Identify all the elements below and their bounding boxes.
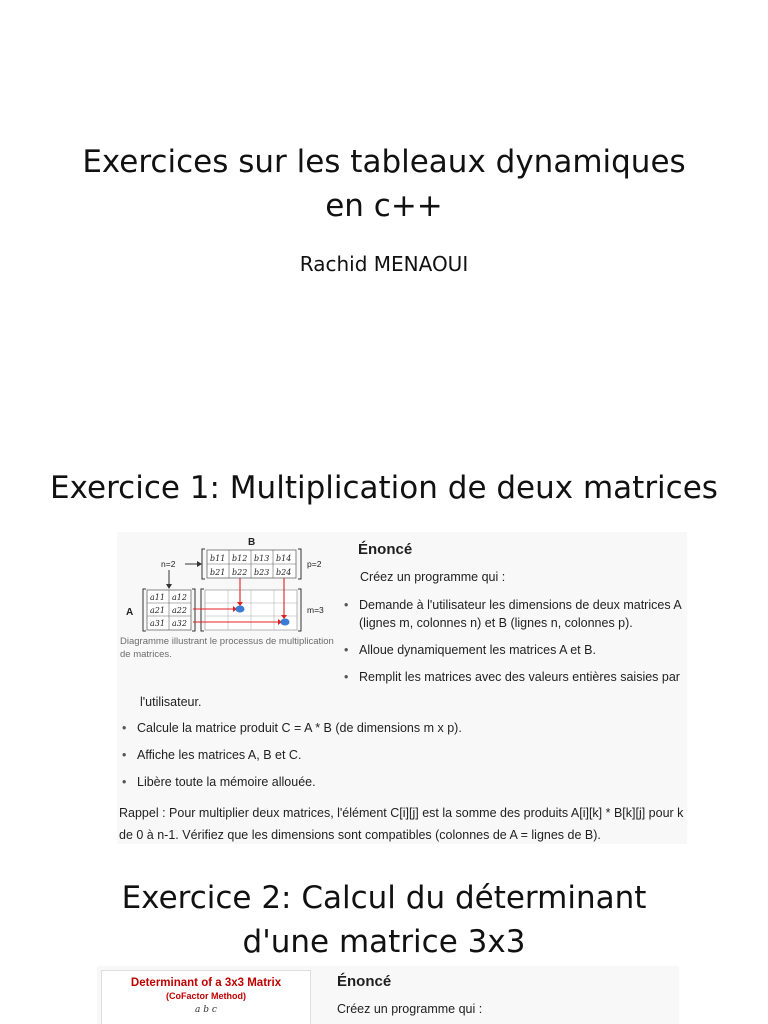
determinant-card-subtitle: (CoFactor Method) xyxy=(166,991,246,1001)
diagram-label-n: n=2 xyxy=(161,559,176,569)
exercise-2-heading: Exercice 2: Calcul du déterminant d'une matrice 3x3 xyxy=(121,880,647,960)
list-item: • Alloue dynamiquement les matrices A et B. xyxy=(341,641,681,659)
exercise-1-heading: Exercice 1: Multiplication de deux matrices xyxy=(50,470,718,506)
a-cell: a11 xyxy=(150,593,165,602)
b-cell: b13 xyxy=(254,554,270,563)
b-cell: b11 xyxy=(210,554,226,563)
a-cell: a32 xyxy=(172,619,187,628)
enonce-title-2: Énoncé xyxy=(337,973,392,990)
b-cell: b23 xyxy=(254,568,270,577)
bullet-list-bottom xyxy=(119,719,679,800)
diagram-caption: Diagramme illustrant le processus de multiplication de matrices. xyxy=(120,636,334,660)
determinant-card-matrix: a b c xyxy=(195,1005,217,1015)
enonce-intro: Créez un programme qui : xyxy=(360,570,506,584)
list-item: • Libère toute la mémoire allouée. xyxy=(119,773,679,791)
diagram-label-m: m=3 xyxy=(307,605,324,615)
b-cell: b14 xyxy=(276,554,292,563)
matrix-multiplication-diagram xyxy=(117,532,342,634)
a-cell: a21 xyxy=(150,606,165,615)
b-cell: b12 xyxy=(232,554,248,563)
a-cell: a12 xyxy=(172,593,187,602)
diagram-label-p: p=2 xyxy=(307,559,322,569)
enonce-title: Énoncé xyxy=(358,541,413,558)
diagram-label-b: B xyxy=(248,537,256,548)
list-item: • Remplit les matrices avec des valeurs entières saisies par xyxy=(341,668,681,686)
document-title: Exercices sur les tableaux dynamiques en c++ xyxy=(82,144,686,224)
enonce-intro-2: Créez un programme qui : xyxy=(337,1002,483,1016)
a-cell: a22 xyxy=(172,606,187,615)
b-cell: b21 xyxy=(210,568,226,577)
rappel-note: Rappel : Pour multiplier deux matrices, l'élément C[i][j] est la somme des produits A[i][k] * B[k][j] pour k de 0 à n-1. Vérifiez que les dimensions sont compatibles (colonnes de A = lignes de B). xyxy=(119,806,684,842)
list-item: • Demande à l'utilisateur les dimensions de deux matrices A (lignes m, colonnes n) et B (lignes n, colonnes p). xyxy=(341,596,681,632)
bullet-continuation: l'utilisateur. xyxy=(140,695,202,709)
a-cell: a31 xyxy=(150,619,165,628)
author-name: Rachid MENAOUI xyxy=(299,252,469,276)
result-dot xyxy=(236,606,245,613)
exercise-2-screenshot xyxy=(97,966,679,1024)
b-cell: b24 xyxy=(276,568,292,577)
b-cell: b22 xyxy=(232,568,248,577)
list-item: • Calcule la matrice produit C = A * B (de dimensions m x p). xyxy=(119,719,679,737)
exercise-1-screenshot xyxy=(117,532,687,844)
result-dot xyxy=(281,619,290,626)
diagram-label-a: A xyxy=(126,607,134,618)
list-item: • Affiche les matrices A, B et C. xyxy=(119,746,679,764)
determinant-card-title: Determinant of a 3x3 Matrix xyxy=(130,977,282,989)
bullet-list-top xyxy=(341,596,681,695)
determinant-card xyxy=(101,970,311,1024)
